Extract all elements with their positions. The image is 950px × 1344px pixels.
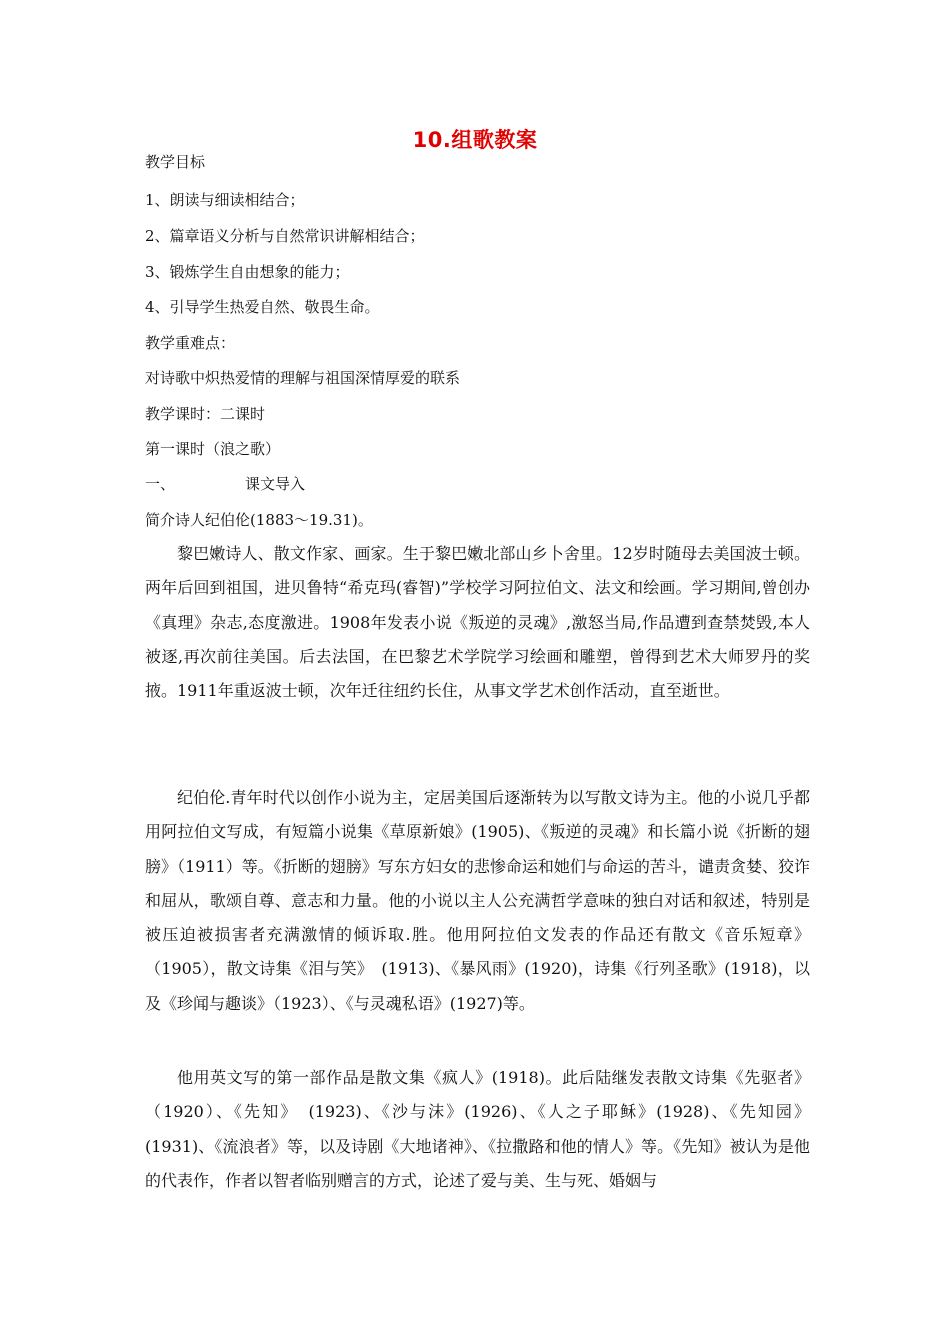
section-label: 课文导入 <box>245 475 306 493</box>
key-points-text: 对诗歌中炽热爱情的理解与祖国深情厚爱的联系 <box>145 369 461 387</box>
class-hours-line: 教学课时：二课时 <box>145 405 266 423</box>
paragraph-novels: 纪伯伦.青年时代以创作小说为主，定居美国后逐渐转为以写散文诗为主。他的小说几乎都用阿拉伯文写成，有短篇小说集《草原新娘》(1905)、《叛逆的灵魂》和长篇小说《折断的翅膀》（1911）等。《折断的翅膀》写东方妇女的悲惨命运和她们与命运的苦斗，谴责贪婪、狡诈和屈从，歌颂自尊、意志和力量。他的小说以主人公充满哲学意味的独白对话和叙述，特别是被压迫被损害者充满激情的倾诉取.胜。他用阿拉伯文发表的作品还有散文《音乐短章》（1905），散文诗集《泪与笑》 (1913)、《暴风雨》(1920)，诗集《行列圣歌》(1918)，以及《珍闻与趣谈》（1923）、《与灵魂私语》(1927)等。 <box>145 788 810 1013</box>
objective-item-1: 1、朗读与细读相结合； <box>145 191 305 209</box>
document-title: 10.组歌教案 <box>412 128 538 152</box>
objective-item-3: 3、锻炼学生自由想象的能力； <box>145 263 350 281</box>
paragraph-biography: 黎巴嫩诗人、散文作家、画家。生于黎巴嫩北部山乡卜舍里。12岁时随母去美国波士顿。两年后回到祖国，进贝鲁特“希克玛(睿智)”学校学习阿拉伯文、法文和绘画。学习期间,曾创办《真理》杂志,态度激进。1908年发表小说《叛逆的灵魂》,激怒当局,作品遭到查禁焚毁,本人被逐,再次前往美国。后去法国，在巴黎艺术学院学习绘画和雕塑，曾得到艺术大师罗丹的奖掖。1911年重返波士顿，次年迁往纽约长住，从事文学艺术创作活动，直至逝世。 <box>145 544 810 701</box>
first-lesson-heading: 第一课时（浪之歌） <box>145 440 281 458</box>
key-points-heading: 教学重难点： <box>145 334 236 352</box>
objective-item-4: 4、引导学生热爱自然、敬畏生命。 <box>145 298 380 316</box>
intro-line: 简介诗人纪伯伦(1883～19.31)。 <box>145 511 373 529</box>
objective-item-2: 2、篇章语义分析与自然常识讲解相结合； <box>145 227 425 245</box>
teaching-objectives-heading: 教学目标 <box>145 153 206 171</box>
section-heading <box>145 474 305 494</box>
paragraph-english-works: 他用英文写的第一部作品是散文集《疯人》(1918)。此后陆继发表散文诗集《先驱者》（1920）、《先知》 (1923)、《沙与沫》(1926)、《人之子耶稣》(1928)、《先知园》(1931)、《流浪者》等，以及诗剧《大地诸神》、《拉撒路和他的情人》等。《先知》被认为是他的代表作，作者以智者临别赠言的方式，论述了爱与美、生与死、婚姻与 <box>145 1068 810 1190</box>
section-number: 一、 <box>145 475 176 493</box>
